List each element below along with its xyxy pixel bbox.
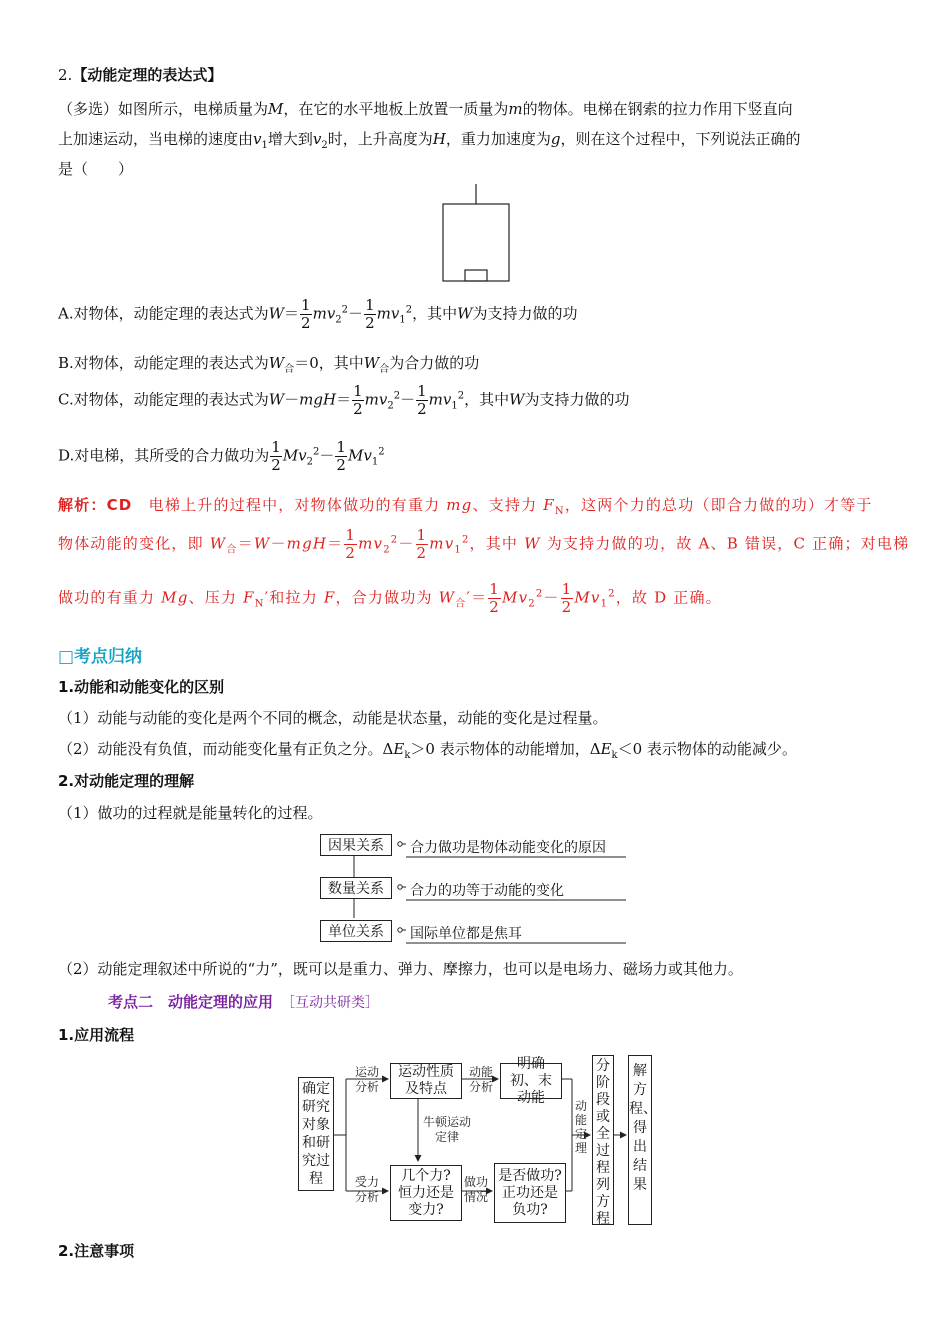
flow-box-start: 确定研究对象和研究过程	[298, 1077, 334, 1191]
flow-box-force: 几个力?恒力还是变力?	[390, 1165, 462, 1221]
relation-label-causal: 因果关系	[320, 834, 392, 856]
flow-chart	[296, 1055, 662, 1227]
flow-box-energy: 明确初、末动能	[500, 1063, 562, 1099]
question-stem-line3: 是（ ）	[58, 160, 134, 178]
solution-line3: 做功的有重力 Mg、压力 $F_N'$和拉力 F，合力做功为 $W_合'=$ $\frac{1}{2}$ $Mv_2^2-$ $\frac{1}{2}$ $Mv_1^2$，故 D 正确。	[58, 580, 722, 616]
flow-box-motion: 运动性质及特点	[390, 1063, 462, 1099]
relation-text-unit: 国际单位都是焦耳	[410, 926, 522, 942]
solution-line2: 物体动能的变化，即 $W_合=W-mgH=$ $\frac{1}{2}$ $mv_2^2-$ $\frac{1}{2}$ $mv_1^2$，其中 W 为支持力做的功，故 A、B 错误，C 正确；对电梯	[58, 526, 910, 562]
summary-paragraph-3: （1）做功的过程就是能量转化的过程。	[58, 804, 323, 822]
relations-diagram	[318, 832, 630, 946]
option-c: C.对物体，动能定理的表达式为W－mgH＝ $\frac{1}{2}$ $mv_2^2-$ $\frac{1}{2}$ $mv_1^2$，其中W为支持力做的功	[58, 382, 630, 418]
question-stem-line1: （多选）如图所示，电梯质量为M，在它的水平地板上放置一质量为m的物体。电梯在钢索的拉力作用下竖直向	[58, 100, 793, 118]
solution-label: 解析：CD	[58, 496, 133, 514]
flow-label-work: 做功情况	[463, 1175, 488, 1204]
summary-heading-2: 2.对动能定理的理解	[58, 772, 195, 790]
section-two-title: 考点二 动能定理的应用	[108, 993, 274, 1011]
summary-heading-1: 1.动能和动能变化的区别	[58, 678, 225, 696]
option-a: A.对物体，动能定理的表达式为W＝ $\frac{1}{2}$ $mv_2^2-$ $\frac{1}{2}$ $mv_1^2$，其中W为支持力做的功	[58, 296, 578, 332]
flow-label-force: 受力分析	[354, 1175, 379, 1204]
summary-paragraph-1: （1）动能与动能的变化是两个不同的概念，动能是状态量，动能的变化是过程量。	[58, 709, 608, 727]
object-block	[465, 270, 487, 281]
summary-paragraph-2: （2）动能没有负值，而动能变化量有正负之分。$\Delta E_k>0$ 表示物体的动能增加，$\Delta E_k<0$ 表示物体的动能减少。	[58, 740, 797, 761]
section-two-heading-1: 1.应用流程	[58, 1026, 135, 1044]
relation-label-unit: 单位关系	[320, 920, 392, 942]
question-number: 2.	[58, 66, 73, 84]
flow-label-theorem: 动能定理	[574, 1099, 587, 1155]
section-summary-title: □考点归纳	[58, 647, 143, 667]
section-two-tag: ［互动共研类］	[288, 995, 380, 1011]
question-heading	[58, 64, 222, 85]
question-title: 【动能定理的表达式】	[72, 66, 223, 84]
solution-line1: 解析：CD 电梯上升的过程中，对物体做功的有重力 mg、支持力 $F_N$，这两个力的总功（即合力做的功）才等于	[58, 496, 873, 517]
section-two-header	[108, 991, 379, 1012]
elevator-figure	[436, 184, 516, 284]
option-b: B.对物体，动能定理的表达式为$W_合=0$，其中$W_合$为合力做的功	[58, 354, 480, 375]
section-two-heading-2: 2.注意事项	[58, 1242, 135, 1260]
summary-paragraph-4: （2）动能定理叙述中所说的“力”，既可以是重力、弹力、摩擦力，也可以是电场力、磁场力或其他力。	[58, 960, 743, 978]
flow-box-solve: 解方程、得出结果	[628, 1055, 652, 1225]
flow-label-energy: 动能分析	[468, 1065, 493, 1094]
relation-text-causal: 合力做功是物体动能变化的原因	[410, 840, 606, 856]
flow-box-work: 是否做功?正功还是负功?	[494, 1163, 566, 1223]
flow-label-newton: 牛顿运动定律	[422, 1115, 471, 1144]
relation-label-quantity: 数量关系	[320, 877, 392, 899]
option-d: D.对电梯，其所受的合力做功为 $\frac{1}{2}$ $Mv_2^2-$ $\frac{1}{2}$ $Mv_1^2$	[58, 438, 385, 474]
flow-label-motion: 运动分析	[354, 1065, 379, 1094]
question-stem-line2: 上加速运动，当电梯的速度由$v_1$增大到$v_2$时，上升高度为H，重力加速度为g，则在这个过程中，下列说法正确的	[58, 130, 801, 151]
relation-text-quantity: 合力的功等于动能的变化	[410, 883, 564, 899]
flow-box-stage: 分阶段或全过程列方程	[592, 1055, 614, 1225]
